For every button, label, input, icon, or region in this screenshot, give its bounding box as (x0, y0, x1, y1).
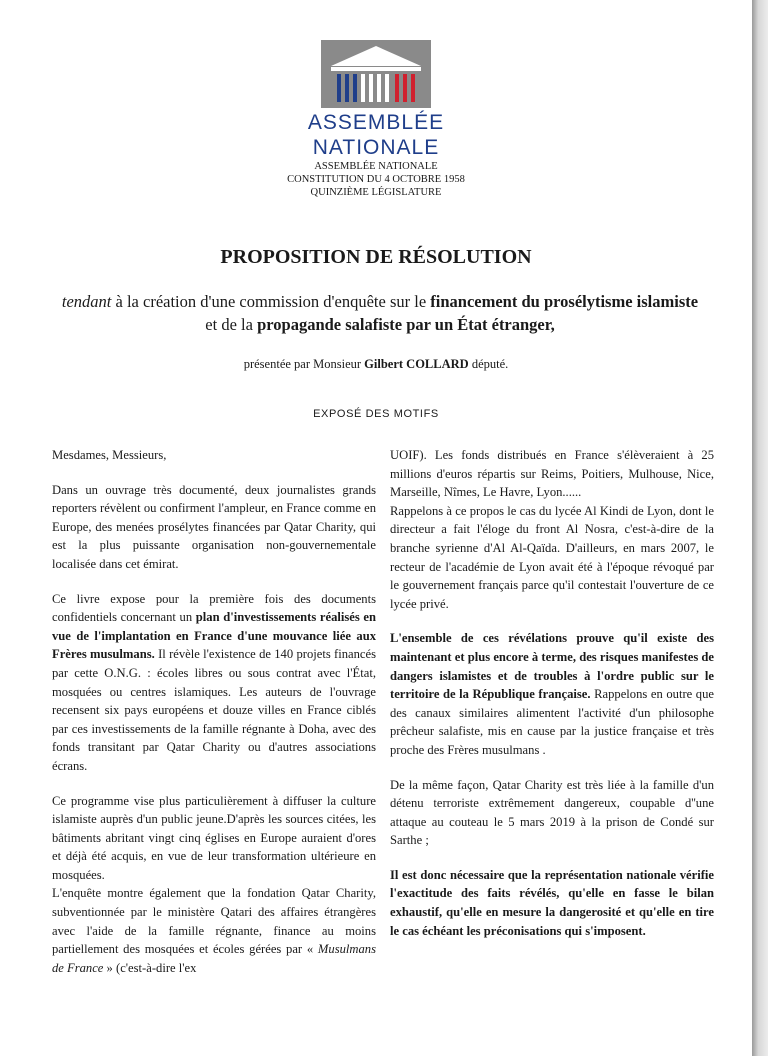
right-p3-bold: L'ensemble de ces révélations prouve qu'il existe des maintenant et plus encore à terme, des risques manifestes de dangers islamistes et de troubles à l'ordre public sur le territoire de la République française. (390, 631, 714, 702)
right-paragraph-2: Rappelons à ce propos le cas du lycée Al Kindi de Lyon, dont le directeur a fait l'éloge du front Al Nosra, c'est-à-dire de la branche syrienne d'Al Al-Qaïda. D'ailleurs, en mars 2007, le recteur de l'académie de Lyon avait été à l'époque révoqué par le gouvernement français parce qu'il contestait l'ouverture de ce lycée privé. (390, 503, 714, 611)
left-p4-a: L'enquête montre également que la fondation Qatar Charity, subventionnée par le ministère Qatari des affaires étrangères avec l'aide de la famille régnante, finance au moins partiellement des mosquées et écoles gérées par « (52, 886, 376, 957)
header-constitution: CONSTITUTION DU 4 OCTOBRE 1958 (287, 174, 465, 185)
left-p2-a: Ce livre expose pour la première fois des documents confidentiels concernant un (52, 591, 376, 625)
presented-after: député. (468, 357, 509, 371)
right-paragraph-1: UOIF). Les fonds distribués en France s'élèveraient à 25 millions d'euros répartis sur Reims, Poitiers, Mulhouse, Nice, Marseille, Nîmes, Le Havre, Lyon...... (390, 448, 714, 500)
left-p4-b: » (c'est-à-dire l'ex (103, 960, 197, 975)
right-paragraph-3 (390, 629, 714, 759)
subtitle-tendant: tendant (61, 292, 112, 311)
assemblee-building-icon (321, 40, 431, 108)
document-subtitle (60, 290, 700, 336)
left-paragraph-1: Dans un ouvrage très documenté, deux journalistes grands reporters révèlent ou confirment l'ampleur, en France comme en Europe, des menées prosélytes financées par Qatar Charity, qui est la plus puissante organisation non-gouvernementale localisée dans cet émirat. (52, 482, 376, 571)
left-p2-bold: plan d'investissements réalisés en vue de l'implantation en France d'une mouvance liée aux Frères musulmans. (52, 610, 376, 662)
salutation: Mesdames, Messieurs, (52, 448, 167, 462)
subtitle-bold-1: financement du prosélytisme islamiste (430, 292, 699, 311)
left-paragraph-4 (52, 884, 376, 977)
right-column (390, 446, 714, 956)
page-edge-shadow (752, 0, 768, 1056)
header-block (0, 160, 752, 199)
left-paragraph-3: Ce programme vise plus particulièrement à diffuser la culture islamiste auprès d'un public jeune.D'après les sources citées, les bâtiments abritant vingt cinq églises en Europe auraient d'ores et déjà été acquis, en vue de leur transformation ultérieure en mosquées. (52, 793, 376, 882)
left-paragraph-2 (52, 590, 376, 776)
presented-before: présentée par Monsieur (243, 357, 365, 371)
right-paragraph-4: De la même façon, Qatar Charity est très liée à la famille d'un détenu terroriste extrêmement dangereux, coupable d''une attaque au couteau le 5 mars 2019 à la prison de Condé sur Sarthe ; (390, 777, 714, 848)
logo-text-assemblee: ASSEMBLÉE (307, 111, 445, 134)
subtitle-text-1: à la création d'une commission d'enquête sur le (111, 292, 431, 311)
document-title: PROPOSITION DE RÉSOLUTION (220, 246, 532, 268)
presented-by (0, 357, 752, 372)
logo-text-nationale: NATIONALE (312, 136, 440, 159)
left-p2-c: Il révèle l'existence de 140 projets financés par cette O.N.G. : écoles libres ou sous contrat avec l'État, mosquées ou centres islamiques. Les auteurs de l'ouvrage recensent six pays européens et douze villes en France ciblés par ces investissements de la famille régnante à Doha, avec des fonds transitant par Qatar Charity ou d'autres associations écrans. (52, 647, 376, 773)
left-column (52, 446, 376, 993)
header-legislature: QUINZIÈME LÉGISLATURE (310, 187, 442, 198)
subtitle-text-2: et de la (205, 315, 258, 334)
header-assembly: ASSEMBLÉE NATIONALE (314, 161, 438, 172)
right-paragraph-5: Il est donc nécessaire que la représentation nationale vérifie l'exactitude des faits révélés, qu'elle en fasse le bilan exhaustif, qu'elle en mesure la dangerosité et qu'elle en tire le cas échéant les préconisations qui s'imposent. (390, 867, 714, 938)
left-p4-italic: Musulmans de France (52, 942, 376, 975)
subtitle-bold-2: propagande salafiste par un État étranger, (257, 315, 555, 334)
deputy-name: Gilbert COLLARD (364, 357, 469, 371)
right-p3-text: Rappelons en outre que des canaux similaires alimentent l'activité d'un philosophe prêcheur salafiste, mis en cause par la justice française et très proche des Frères musulmans . (390, 687, 714, 757)
expose-des-motifs-heading: EXPOSÉ DES MOTIFS (313, 408, 439, 420)
assemblee-nationale-logo (0, 40, 752, 158)
